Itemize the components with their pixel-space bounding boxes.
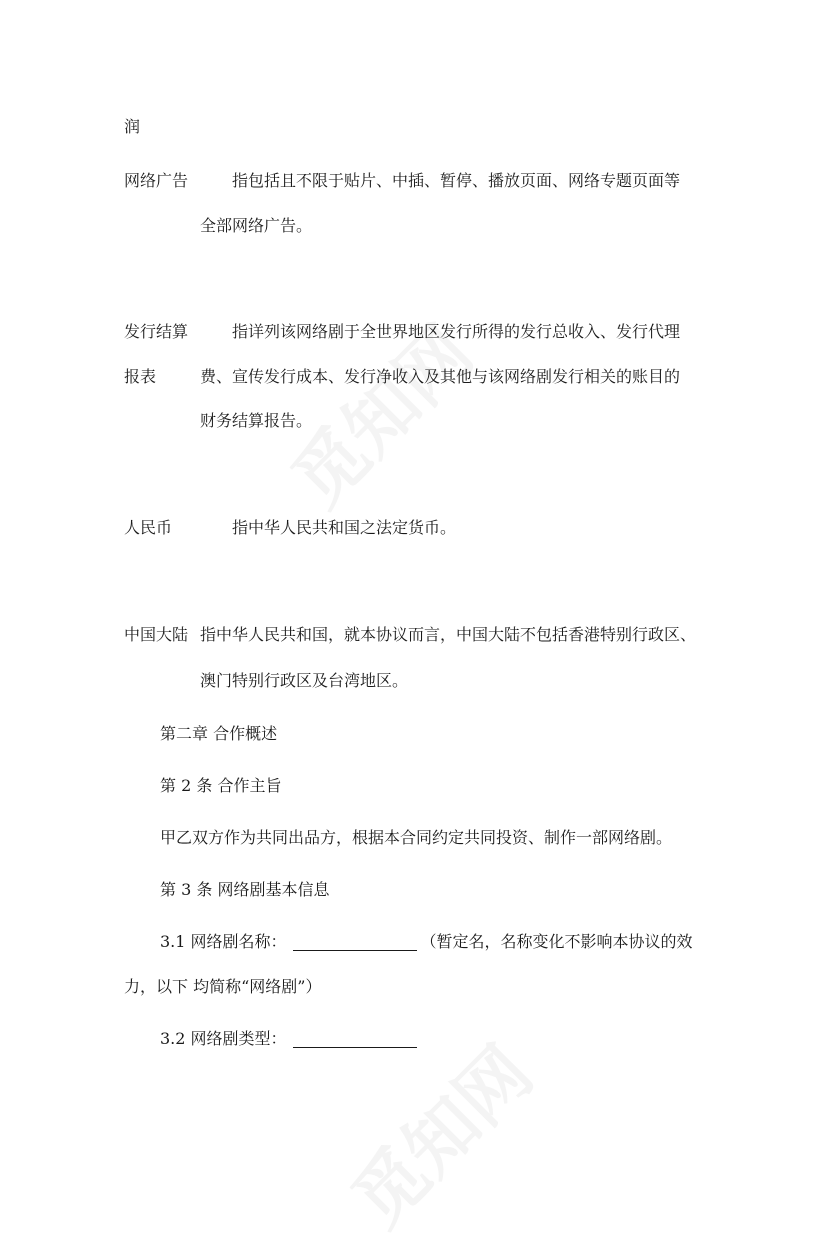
def-settlement-line3: 财务结算报告。 — [200, 411, 313, 430]
term-online-ad: 网络广告 — [124, 171, 189, 190]
item-3-1-label: 3.1 网络剧名称： — [160, 932, 287, 951]
item-3-1-note: （暂定名，名称变化不影响本协议的效 — [420, 932, 693, 951]
def-mainland-line2: 澳门特别行政区及台湾地区。 — [200, 671, 409, 690]
def-online-ad-line1: 指包括且不限于贴片、中插、暂停、播放页面、网络专题页面等 — [232, 171, 681, 190]
chapter-heading: 第二章 合作概述 — [160, 724, 278, 743]
term-settlement-a: 发行结算 — [124, 322, 189, 341]
item-3-2-label: 3.2 网络剧类型： — [160, 1029, 287, 1048]
article-3-title: 第 3 条 网络剧基本信息 — [160, 880, 330, 899]
item-3-1 — [160, 932, 693, 952]
def-rmb: 指中华人民共和国之法定货币。 — [232, 518, 457, 537]
text-line-top: 润 — [124, 117, 141, 136]
def-mainland-line1: 指中华人民共和国，就本协议而言，中国大陆不包括香港特别行政区、 — [200, 625, 697, 644]
term-rmb: 人民币 — [124, 518, 173, 537]
watermark-bottom — [325, 1019, 551, 1245]
def-online-ad-line2: 全部网络广告。 — [200, 216, 313, 235]
def-settlement-line1: 指详列该网络剧于全世界地区发行所得的发行总收入、发行代理 — [232, 322, 681, 341]
term-settlement-b: 报表 — [124, 367, 157, 386]
def-settlement-line2: 费、宣传发行成本、发行净收入及其他与该网络剧发行相关的账目的 — [200, 367, 681, 386]
term-mainland: 中国大陆 — [124, 625, 189, 644]
title-blank-field[interactable] — [293, 934, 417, 951]
article-2-body: 甲乙双方作为共同出品方，根据本合同约定共同投资、制作一部网络剧。 — [160, 828, 673, 847]
type-blank-field[interactable] — [293, 1031, 417, 1048]
article-2-title: 第 2 条 合作主旨 — [160, 776, 282, 795]
item-3-1-continuation: 力，以下 均简称“网络剧”） — [124, 977, 322, 996]
item-3-2 — [160, 1029, 421, 1049]
